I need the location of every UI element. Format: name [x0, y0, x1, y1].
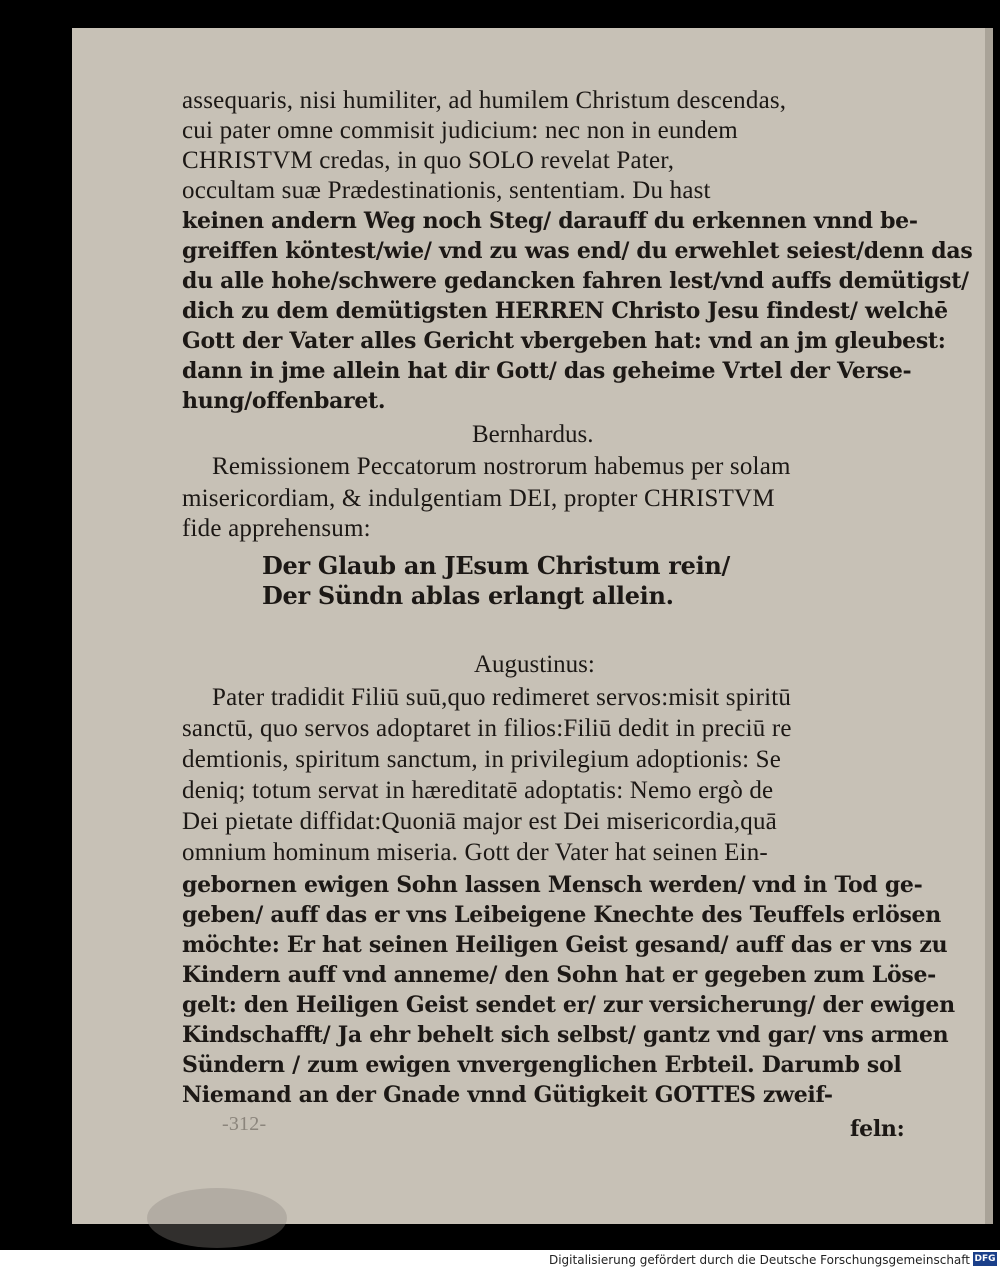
funding-notice: Digitalisierung gefördert durch die Deutsche Forschungsgemeinschaft — [548, 1253, 970, 1267]
text-line: gebornen ewigen Sohn lassen Mensch werden/ vnd in Tod ge- — [182, 872, 923, 898]
text-line: assequaris, nisi humiliter, ad humilem Christum descendas, — [182, 87, 787, 114]
text-line: Kindschafft/ Ja ehr behelt sich selbst/ gantz vnd gar/ vns armen — [182, 1022, 949, 1048]
text-line: Remissionem Peccatorum nostrorum habemus per solam — [212, 453, 791, 480]
footer-bar — [0, 1250, 1000, 1270]
verse-line: Der Glaub an JEsum Christum rein/ — [262, 551, 731, 580]
paper-stain — [147, 1188, 287, 1248]
text-line: Kindern auff vnd anneme/ den Sohn hat er gegeben zum Löse- — [182, 962, 937, 988]
text-line: Gott der Vater alles Gericht vbergeben hat: vnd an jm gleubest: — [182, 328, 946, 354]
text-line: Niemand an der Gnade vnnd Gütigkeit GOTTES zweif- — [182, 1082, 833, 1108]
text-line: geben/ auff das er vns Leibeigene Knechte des Teuffels erlösen — [182, 902, 941, 928]
text-line: dich zu dem demütigsten HERREN Christo Jesu findest/ welchē — [182, 298, 948, 324]
text-line: gelt: den Heiligen Geist sendet er/ zur versicherung/ der ewigen — [182, 992, 955, 1018]
text-line: misericordiam, & indulgentiam DEI, propter CHRISTVM — [182, 485, 775, 512]
section-heading-bernhardus: Bernhardus. — [472, 421, 594, 448]
text-line: demtionis, spiritum sanctum, in privilegium adoptionis: Se — [182, 746, 782, 773]
text-line: occultam suæ Prædestinationis, sententiam. Du hast — [182, 177, 711, 204]
text-line: hung/offenbaret. — [182, 388, 386, 414]
text-line: CHRISTVM credas, in quo SOLO revelat Pater, — [182, 147, 675, 174]
text-line: möchte: Er hat seinen Heiligen Geist gesand/ auff das er vns zu — [182, 932, 948, 958]
scanned-page — [72, 28, 993, 1224]
dfg-logo: DFG — [974, 1254, 996, 1264]
text-line: keinen andern Weg noch Steg/ darauff du erkennen vnnd be- — [182, 208, 918, 234]
text-line: du alle hohe/schwere gedancken fahren lest/vnd auffs demütigst/ — [182, 268, 969, 294]
text-line: omnium hominum miseria. Gott der Vater hat seinen Ein- — [182, 839, 768, 866]
text-line: greiffen köntest/wie/ vnd zu was end/ du erwehlet seiest/denn das — [182, 238, 973, 264]
text-line: Pater tradidit Filiū suū,quo redimeret servos:misit spiritū — [212, 684, 792, 711]
text-line: dann in jme allein hat dir Gott/ das geheime Vrtel der Verse- — [182, 358, 912, 384]
text-line: cui pater omne commisit judicium: nec non in eundem — [182, 117, 738, 144]
page-number: -312- — [222, 1113, 267, 1135]
section-heading-augustinus: Augustinus: — [474, 651, 595, 678]
text-line: Dei pietate diffidat:Quoniā major est Dei misericordia,quā — [182, 808, 777, 835]
text-line: fide apprehensum: — [182, 515, 371, 542]
verse-line: Der Sündn ablas erlangt allein. — [262, 581, 674, 610]
text-line: Sündern / zum ewigen vnvergenglichen Erbteil. Darumb sol — [182, 1052, 902, 1078]
text-line: sanctū, quo servos adoptaret in filios:Filiū dedit in preciū re — [182, 715, 792, 742]
catchword: feln: — [850, 1116, 905, 1142]
text-line: deniq; totum servat in hæreditatē adoptatis: Nemo ergò de — [182, 777, 774, 804]
page-edge — [985, 28, 993, 1224]
